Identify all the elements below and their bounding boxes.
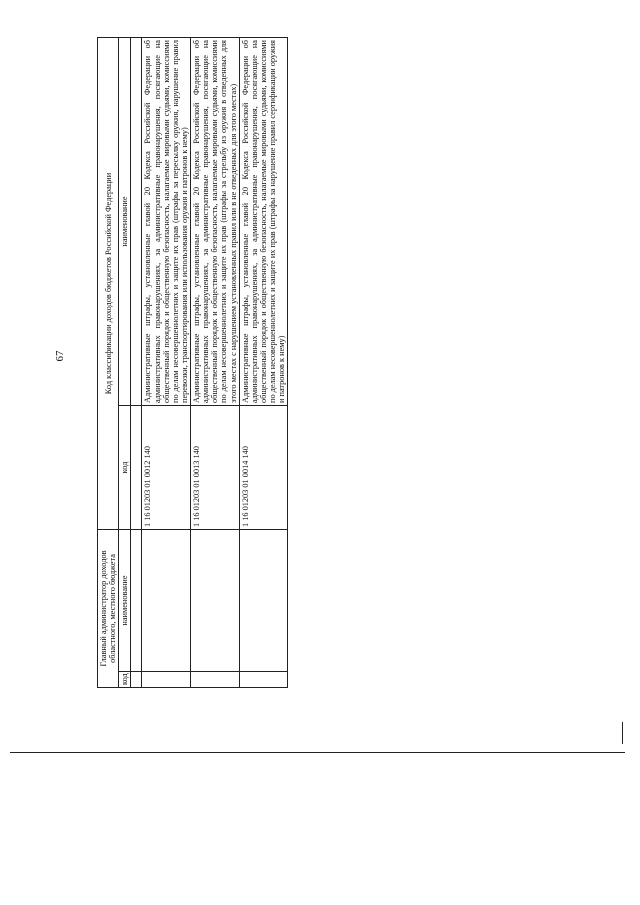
table-cell [191,530,240,672]
table-row [239,38,288,688]
admin-group-header: Главный администратор доходов областного, местного бюджета [98,530,119,688]
admin-code-header: код [119,672,131,688]
table-row [191,38,240,688]
table-cell [239,530,288,672]
kbk-code-cell: 1 16 01203 01 0014 140 [239,406,288,530]
table-cell [142,530,191,672]
table-cell [239,672,288,688]
rotated-page [97,37,509,688]
kbk-name-header: наименование [119,38,131,406]
kbk-name-cell: Административные штрафы, установленные главой 20 Кодекса Российской Федерации об административных правонарушениях, за административные правонарушения, посягающие на общественный порядок и общественную безопасность, налагаемые мировыми судьями, комиссиями по делам несовершеннолетних и защите их прав (штрафы за пересылку оружия, нарушение правил перевозки, транспортирования или использования оружия и патронов к нему) [142,38,191,406]
table-row [131,38,142,688]
horizontal-rule [10,752,625,753]
admin-name-header: наименование [119,530,131,672]
table-row [142,38,191,688]
page-number: 67 [54,350,66,362]
kbk-code-cell: 1 16 01203 01 0013 140 [191,406,240,530]
kbk-code-cell: 1 16 01203 01 0012 140 [142,406,191,530]
table-cell [131,406,142,530]
vertical-rule-tick [622,722,623,744]
table-cell [131,38,142,406]
table-cell [131,672,142,688]
kbk-name-cell: Административные штрафы, установленные главой 20 Кодекса Российской Федерации об административных правонарушениях, за административные правонарушения, посягающие на общественный порядок и общественную безопасность, налагаемые мировыми судьями, комиссиями по делам несовершеннолетних и защите их прав (штрафы за стрельбу из оружия в отведенных для этого местах с нарушением установленных правил или в не отведенных для этого местах) [191,38,240,406]
rotated-table-wrapper [97,37,509,688]
kbk-code-header: код [119,406,131,530]
kbk-name-cell: Административные штрафы, установленные главой 20 Кодекса Российской Федерации об административных правонарушениях, за административные правонарушения, посягающие на общественный порядок и общественную безопасность, налагаемые мировыми судьями, комиссиями по делам несовершеннолетних и защите их прав (штрафы за нарушение правил сертификации оружия и патронов к нему) [239,38,288,406]
table-cell [131,530,142,672]
kbk-group-header: Код классификации доходов бюджетов Российской Федерации [98,38,119,530]
table-cell [142,672,191,688]
revenue-classification-table [97,37,288,688]
table-cell [191,672,240,688]
